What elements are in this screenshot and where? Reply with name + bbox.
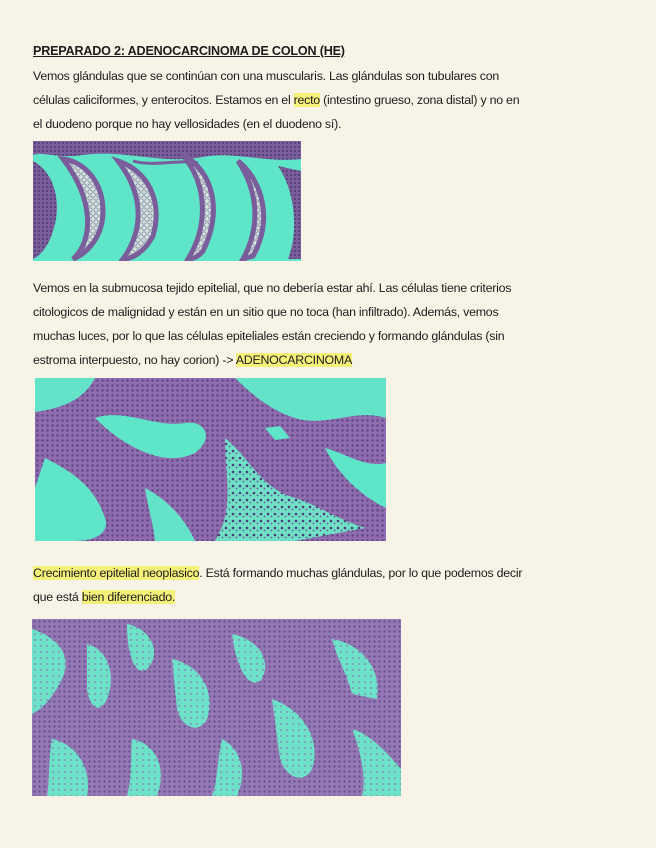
paragraph-1-line-2 xyxy=(33,88,633,112)
histology-image-2 xyxy=(35,378,386,541)
paragraph-2-line-2: citologicos de malignidad y están en un sitio que no toca (han infiltrado). Además, vemos xyxy=(33,305,499,319)
paragraph-2-line-3: muchas luces, por lo que las células epiteliales están creciendo y formando glándulas (sin xyxy=(33,329,505,343)
page-title: PREPARADO 2: ADENOCARCINOMA DE COLON (HE) xyxy=(33,44,345,58)
highlight-bien-diferenciado: bien diferenciado. xyxy=(81,590,176,604)
paragraph-3 xyxy=(33,561,633,609)
text-span: estroma interpuesto, no hay corion) -> xyxy=(33,353,236,367)
paragraph-2 xyxy=(33,276,633,372)
paragraph-1-line-1: Vemos glándulas que se continúan con una muscularis. Las glándulas son tubulares con xyxy=(33,69,499,83)
text-span: que está xyxy=(33,590,82,604)
text-span: . Está formando muchas glándulas, por lo que podemos decir xyxy=(199,566,523,580)
highlight-adenocarcinoma: ADENOCARCINOMA xyxy=(235,353,353,367)
text-span: (intestino grueso, zona distal) y no en xyxy=(319,93,520,107)
histology-image-3 xyxy=(32,619,401,796)
paragraph-3-line-2 xyxy=(33,585,633,609)
paragraph-2-line-4 xyxy=(33,348,633,372)
paragraph-1-line-3: el duodeno porque no hay vellosidades (en el duodeno sí). xyxy=(33,117,342,131)
paragraph-2-line-1: Vemos en la submucosa tejido epitelial, que no debería estar ahí. Las células tiene criterios xyxy=(33,281,512,295)
paragraph-1 xyxy=(33,64,633,136)
histology-image-1 xyxy=(33,141,301,261)
text-span: células caliciformes, y enterocitos. Estamos en el xyxy=(33,93,294,107)
paragraph-3-line-1 xyxy=(33,561,633,585)
highlight-crecimiento: Crecimiento epitelial neoplasico xyxy=(33,566,200,580)
highlight-recto: recto xyxy=(293,93,320,107)
